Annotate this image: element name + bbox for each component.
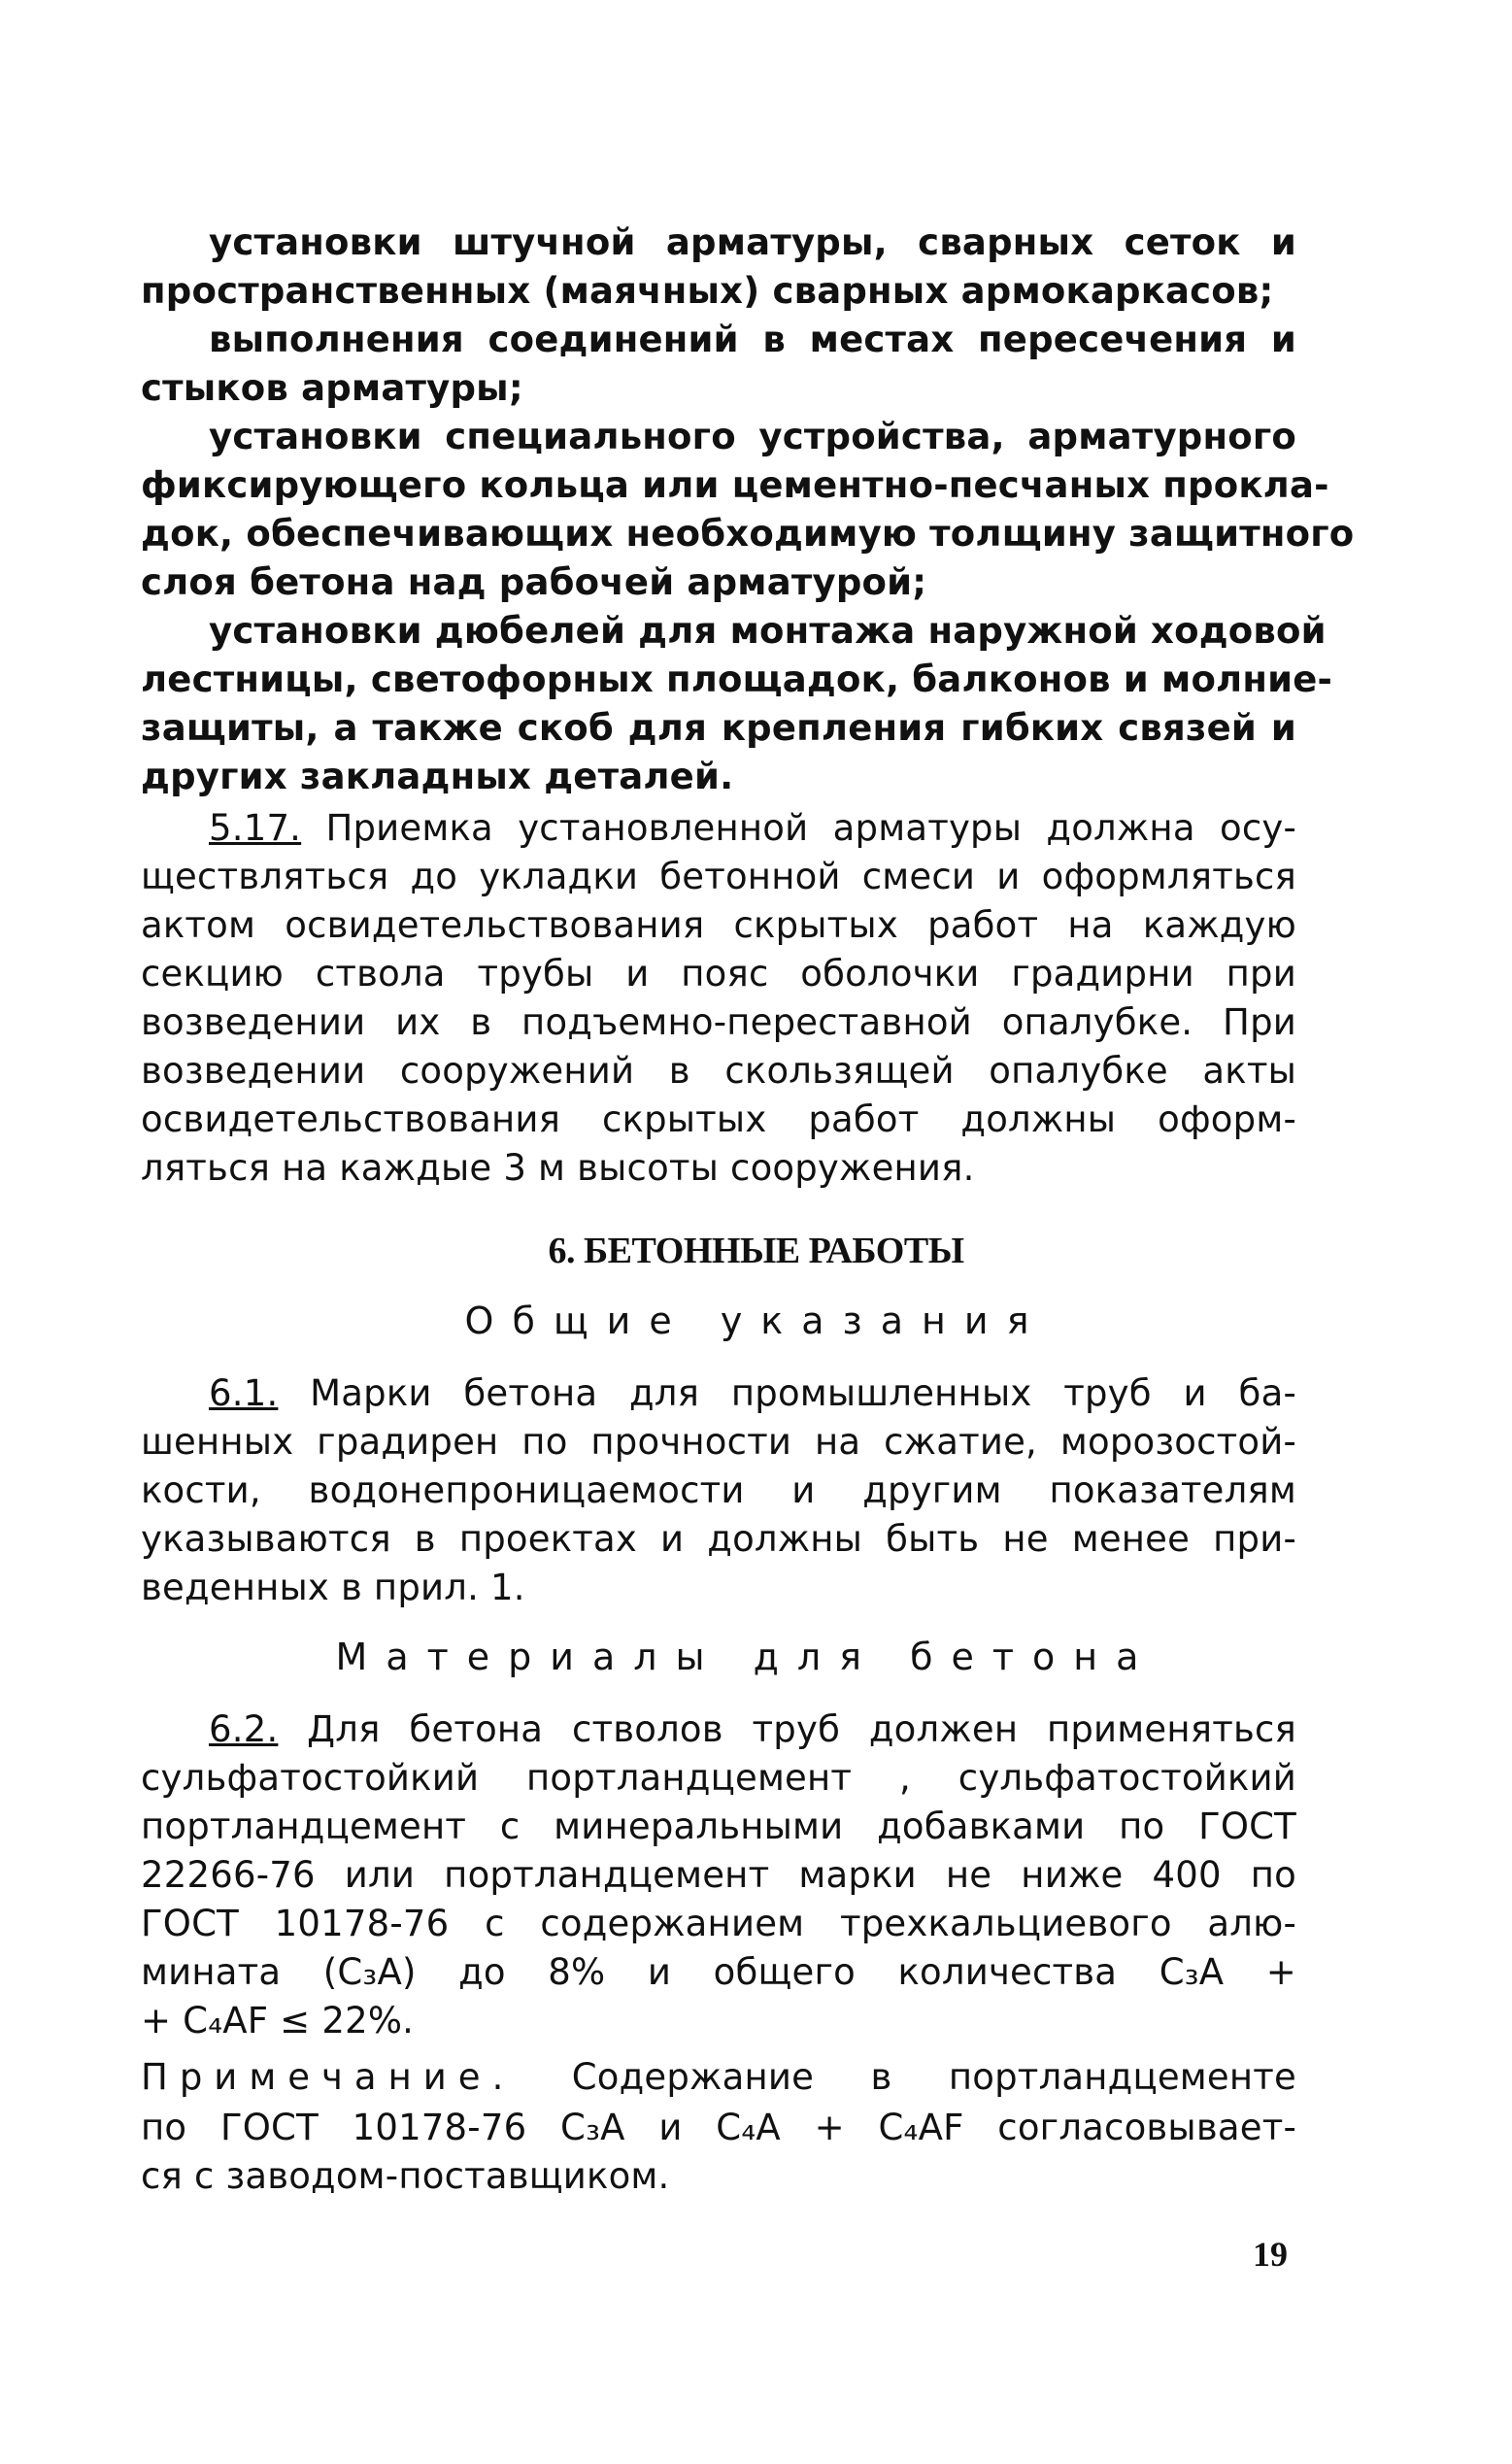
subheading-materials: Материалы для бетона xyxy=(335,1636,1158,1678)
clause-6-2-first-line xyxy=(209,1705,1296,1754)
text-line: мината (C₃A) до 8% и общего количества C₃A + xyxy=(141,1951,1296,1993)
clause-number: 6.2. xyxy=(209,1708,279,1750)
subheading-general: Общие указания xyxy=(464,1300,1048,1342)
text-line: шенных градирен по прочности на сжатие, морозостой- xyxy=(141,1421,1296,1463)
text-line: лестницы, светофорных площадок, балконов и молние- xyxy=(141,658,1333,700)
text-line: установки штучной арматуры, сварных сеток и xyxy=(209,221,1296,263)
clause-number: 6.1. xyxy=(209,1372,279,1414)
section-title: 6. БЕТОННЫЕ РАБОТЫ xyxy=(548,1231,964,1271)
text-line: ществляться до укладки бетонной смеси и оформляться xyxy=(141,856,1296,897)
text-line: пространственных (маячных) сварных армокаркасов; xyxy=(141,270,1274,312)
clause-text: Приемка установленной арматуры должна осу- xyxy=(325,807,1297,849)
text-line: установки специального устройства, арматурного xyxy=(209,416,1296,457)
text-line: выполнения соединений в местах пересечения и xyxy=(209,319,1296,360)
clause-text: Для бетона стволов труб должен применяться xyxy=(307,1708,1296,1750)
clause-5-17-first-line xyxy=(209,804,1296,853)
text-line: портландцемент с минеральными добавками по ГОСТ xyxy=(141,1806,1296,1847)
text-line: указываются в проектах и должны быть не менее при- xyxy=(141,1518,1296,1560)
text-line: ся с заводом-поставщиком. xyxy=(141,2155,670,2197)
clause-text: Марки бетона для промышленных труб и ба- xyxy=(310,1372,1296,1414)
text-line: слоя бетона над рабочей арматурой; xyxy=(141,561,927,603)
text-line: стыков арматуры; xyxy=(141,367,523,409)
text-line: секцию ствола трубы и пояс оболочки градирни при xyxy=(141,953,1296,995)
text-line: 22266-76 или портландцемент марки не ниже 400 по xyxy=(141,1854,1296,1896)
clause-number: 5.17. xyxy=(209,807,302,849)
text-line: фиксирующего кольца или цементно-песчаных прокла- xyxy=(141,464,1329,506)
page-number: 19 xyxy=(1253,2235,1288,2274)
text-line: + C₄AF ≤ 22%. xyxy=(141,2000,415,2042)
text-line: освидетельствования скрытых работ должны оформ- xyxy=(141,1098,1296,1140)
text-line: защиты, а также скоб для крепления гибких связей и xyxy=(141,707,1296,749)
note-label: Примечание. xyxy=(141,2056,516,2098)
text-line: док, обеспечивающих необходимую толщину защитного xyxy=(141,513,1355,555)
text-line: установки дюбелей для монтажа наружной ходовой xyxy=(209,610,1327,652)
text-line: возведении сооружений в скользящей опалубке акты xyxy=(141,1050,1296,1092)
text-line: возведении их в подъемно-переставной опалубке. При xyxy=(141,1001,1296,1043)
text-line: кости, водонепроницаемости и другим показателям xyxy=(141,1469,1296,1511)
text-line: актом освидетельствования скрытых работ на каждую xyxy=(141,904,1296,946)
text-line: по ГОСТ 10178-76 C₃A и C₄A + C₄AF согласовывает- xyxy=(141,2107,1296,2148)
text-line: веденных в прил. 1. xyxy=(141,1567,525,1608)
text-line: ляться на каждые 3 м высоты сооружения. xyxy=(141,1147,975,1189)
note-text: Содержание в портландцементе xyxy=(571,2056,1296,2098)
text-line: сульфатостойкий портландцемент , сульфатостойкий xyxy=(141,1757,1296,1799)
text-line: других закладных деталей. xyxy=(141,756,734,797)
text-line: ГОСТ 10178-76 с содержанием трехкальциевого алю- xyxy=(141,1903,1296,1944)
note-first-line xyxy=(141,2053,1296,2102)
clause-6-1-first-line xyxy=(209,1369,1296,1418)
